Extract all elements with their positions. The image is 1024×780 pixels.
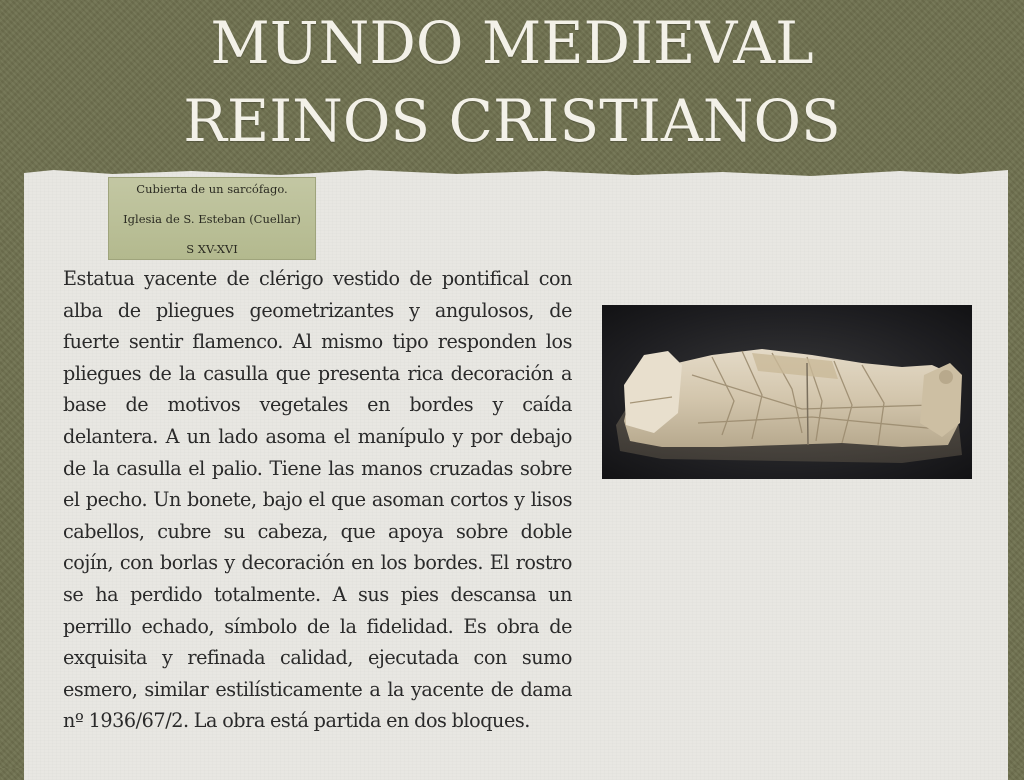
description-text: Estatua yacente de clérigo vestido de pontifical con alba de pliegues geometrizantes y angulosos, de fuerte sentir flamenco. Al mismo tipo responden los pliegues de la casulla que presenta rica decoración a base de motivos vegetales en bordes y caída delantera. A un lado asoma el manípulo y por debajo de la casulla el palio. Tiene las manos cruzadas sobre el pecho. Un bonete, bajo el que asoman cortos y lisos cabellos, cubre su cabeza, que apoya sobre doble cojín, con borlas y decoración en los bordes. El rostro se ha perdido totalmente. A sus pies descansa un perrillo echado, símbolo de la fidelidad. Es obra de exquisita y refinada calidad, ejecutada con sumo esmero, similar estilísticamente a la yacente de dama nº 1936/67/2. La obra está partida en dos bloques.: [63, 267, 572, 733]
caption-line-date: S XV-XVI: [186, 242, 238, 256]
caption-box: [108, 177, 316, 260]
effigy-image: [602, 305, 972, 479]
slide-title-line-1: MUNDO MEDIEVAL: [210, 9, 814, 77]
caption-line-object: Cubierta de un sarcófago.: [136, 182, 288, 196]
caption-line-location: Iglesia de S. Esteban (Cuellar): [123, 212, 301, 226]
sarcophagus-effigy-photo: [602, 305, 972, 479]
slide-title-line-2: REINOS CRISTIANOS: [183, 87, 841, 155]
